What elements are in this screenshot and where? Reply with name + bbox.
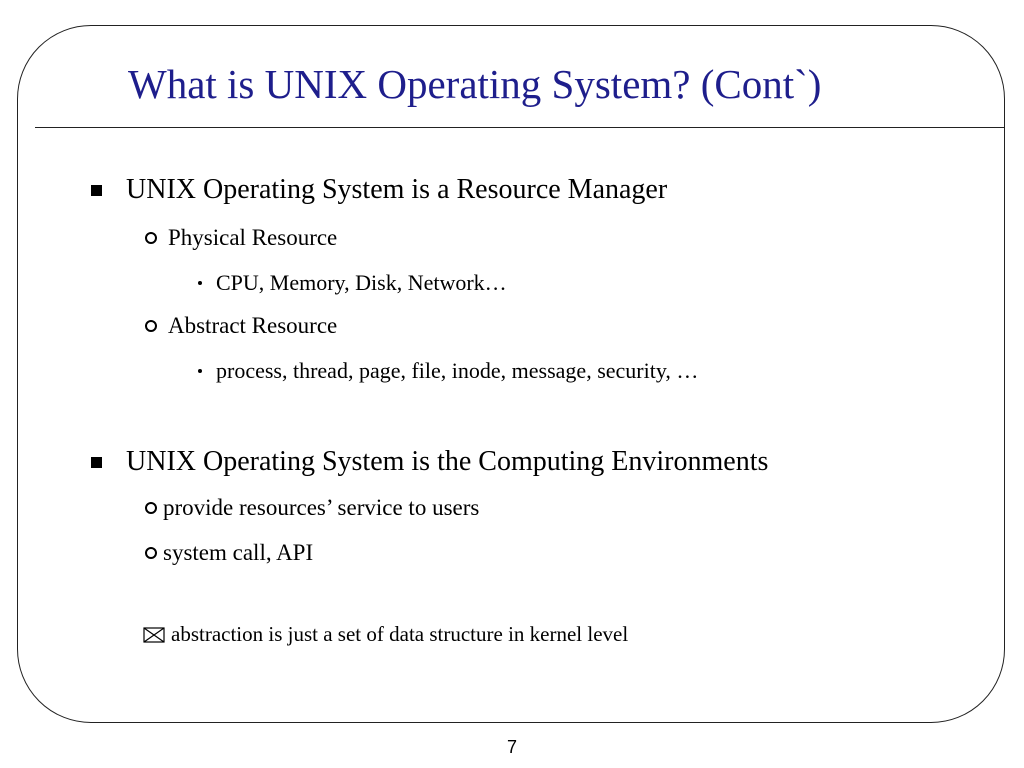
sub-item-system-call [145,540,313,566]
dot-bullet-icon [198,369,202,373]
page-number: 7 [506,737,517,757]
sub-item-provide-resources [145,495,479,521]
title-divider [35,127,1005,128]
circle-bullet-icon [145,320,157,332]
sub-item-text: Physical Resource [168,225,338,250]
slide-title: What is UNIX Operating System? (Cont`) [128,61,822,107]
note-text: abstraction is just a set of data structure in kernel level [171,622,629,646]
square-bullet-icon [91,457,102,468]
detail-text: CPU, Memory, Disk, Network… [216,270,507,295]
envelope-x-icon [143,627,165,643]
sub-item-text: provide resources’ service to users [163,495,480,520]
square-bullet-icon [91,185,102,196]
circle-bullet-icon [145,547,157,559]
sub-item-abstract-resource [145,313,337,339]
sub-item-physical-resource [145,225,337,251]
bullet-text: UNIX Operating System is a Resource Manager [126,174,668,205]
bullet-item-resource-manager [91,174,667,206]
detail-text: process, thread, page, file, inode, message, security, … [216,358,699,383]
detail-item-abstract [198,358,698,384]
detail-item-physical [198,270,507,296]
circle-bullet-icon [145,502,157,514]
circle-bullet-icon [145,232,157,244]
sub-item-text: Abstract Resource [168,313,338,338]
bullet-text: UNIX Operating System is the Computing Environments [126,446,769,477]
sub-item-text: system call, API [163,540,314,565]
bullet-item-computing-environments [91,446,768,478]
note-item [143,622,628,647]
dot-bullet-icon [198,281,202,285]
